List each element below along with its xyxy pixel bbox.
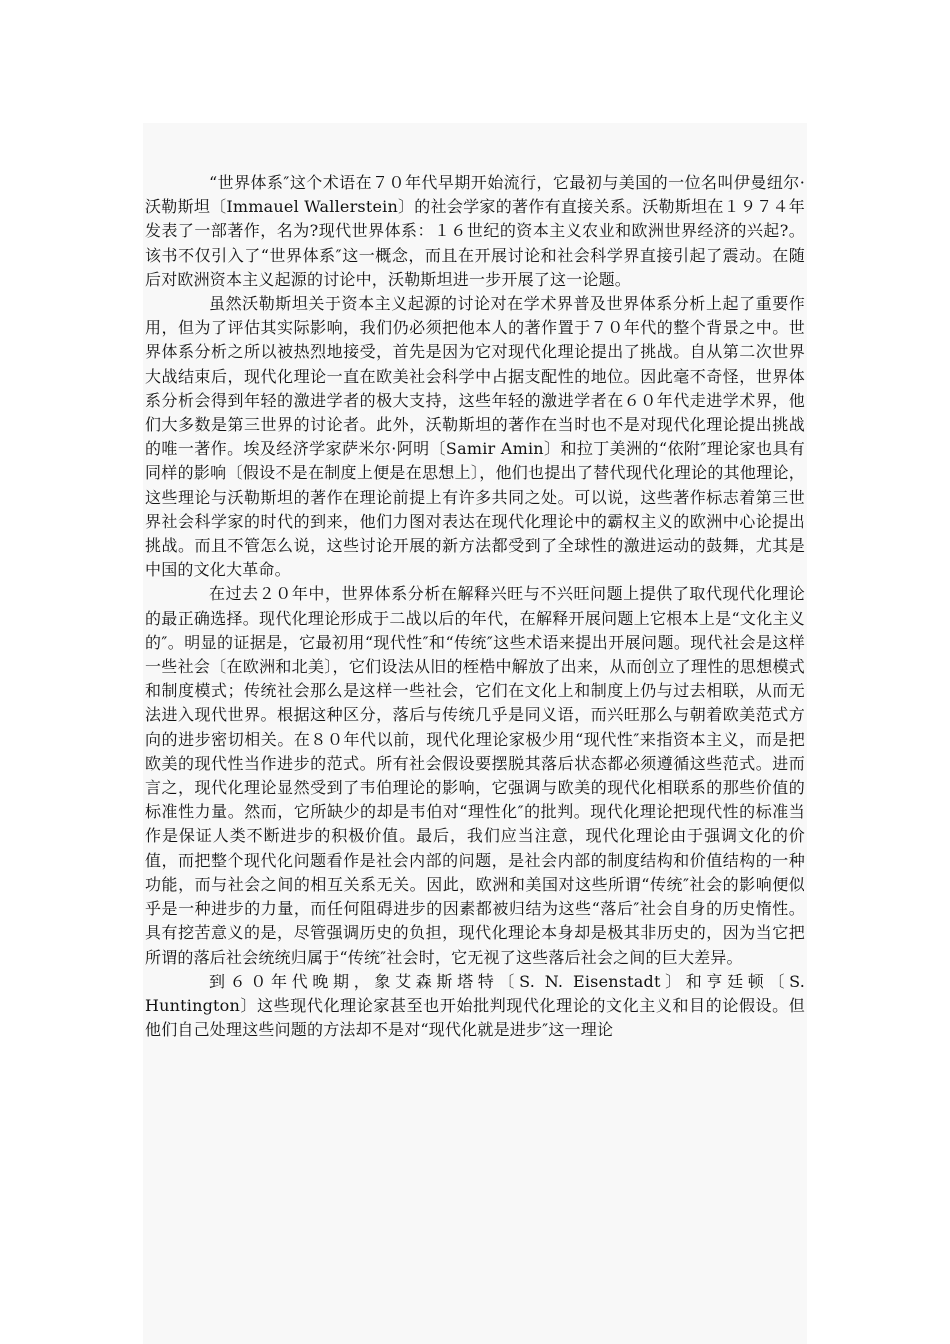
paragraph-2: 虽然沃勒斯坦关于资本主义起源的讨论对在学术界普及世界体系分析上起了重要作用，但为了评估其实际影响，我们仍必须把他本人的著作置于７０年代的整个背景之中。世界体系分析之所以被热烈地接受，首先是因为它对现代化理论提出了挑战。自从第二次世界大战结束后，现代化理论一直在欧美社会科学中占据支配性的地位。因此毫不奇怪，世界体系分析会得到年轻的激进学者的极大支持，这些年轻的激进学者在６０年代走进学术界，他们大多数是第三世界的讨论者。此外，沃勒斯坦的著作在当时也不是对现代化理论提出挑战的唯一著作。埃及经济学家萨米尔·阿明〔Samir Amin〕和拉丁美洲的“依附″理论家也具有同样的影响〔假设不是在制度上便是在思想上〕，他们也提出了替代现代化理论的其他理论，这些理论与沃勒斯坦的著作在理论前提上有许多共同之处。可以说，这些著作标志着第三世界社会科学家的时代的到来，他们力图对表达在现代化理论中的霸权主义的欧洲中心论提出挑战。而且不管怎么说，这些讨论开展的新方法都受到了全球性的激进运动的鼓舞，尤其是中国的文化大革命。 <box>145 294 805 580</box>
paragraph-4: 到６０年代晚期，象艾森斯塔特〔S. N. Eisenstadt〕和亨廷顿〔S. Huntington〕这些现代化理论家甚至也开始批判现代化理论的文化主义和目的论假设。但他们自己处理这些问题的方法却不是对“现代化就是进步″这一理论 <box>145 971 805 1040</box>
paragraph-1: “世界体系″这个术语在７０年代早期开始流行，它最初与美国的一位名叫伊曼纽尔·沃勒斯坦〔Immauel Wallerstein〕的社会学家的著作有直接关系。沃勒斯坦在１９７４年发表了一部著作，名为?现代世界体系：１６世纪的资本主义农业和欧洲世界经济的兴起?。该书不仅引入了“世界体系″这一概念，而且在开展讨论和社会科学界直接引起了震动。在随后对欧洲资本主义起源的讨论中，沃勒斯坦进一步开展了这一论题。 <box>145 173 805 289</box>
document-body <box>145 171 805 1042</box>
paragraph-3: 在过去２０年中，世界体系分析在解释兴旺与不兴旺问题上提供了取代现代化理论的最正确选择。现代化理论形成于二战以后的年代，在解释开展问题上它根本上是“文化主义的″。明显的证据是，它最初用“现代性″和“传统″这些术语来提出开展问题。现代社会是这样一些社会〔在欧洲和北美〕，它们设法从旧的桎梏中解放了出来，从而创立了理性的思想模式和制度模式；传统社会那么是这样一些社会，它们在文化上和制度上仍与过去相联，从而无法进入现代世界。根据这种区分，落后与传统几乎是同义语，而兴旺那么与朝着欧美范式方向的进步密切相关。在８０年代以前，现代化理论家极少用“现代性″来指资本主义，而是把欧美的现代性当作进步的范式。所有社会假设要摆脱其落后状态都必须遵循这些范式。进而言之，现代化理论显然受到了韦伯理论的影响，它强调与欧美的现代化相联系的那些价值的标准性力量。然而，它所缺少的却是韦伯对“理性化″的批判。现代化理论把现代性的标准当作是保证人类不断进步的积极价值。最后，我们应当注意，现代化理论由于强调文化的价值，而把整个现代化问题看作是社会内部的问题，是社会内部的制度结构和价值结构的一种功能，而与社会之间的相互关系无关。因此，欧洲和美国对这些所谓“传统″社会的影响便似乎是一种进步的力量，而任何阻碍进步的因素都被归结为这些“落后″社会自身的历史惰性。具有挖苦意义的是，尽管强调历史的负担，现代化理论本身却是极其非历史的，因为当它把所谓的落后社会统统归属于“传统″社会时，它无视了这些落后社会之间的巨大差异。 <box>145 584 805 967</box>
